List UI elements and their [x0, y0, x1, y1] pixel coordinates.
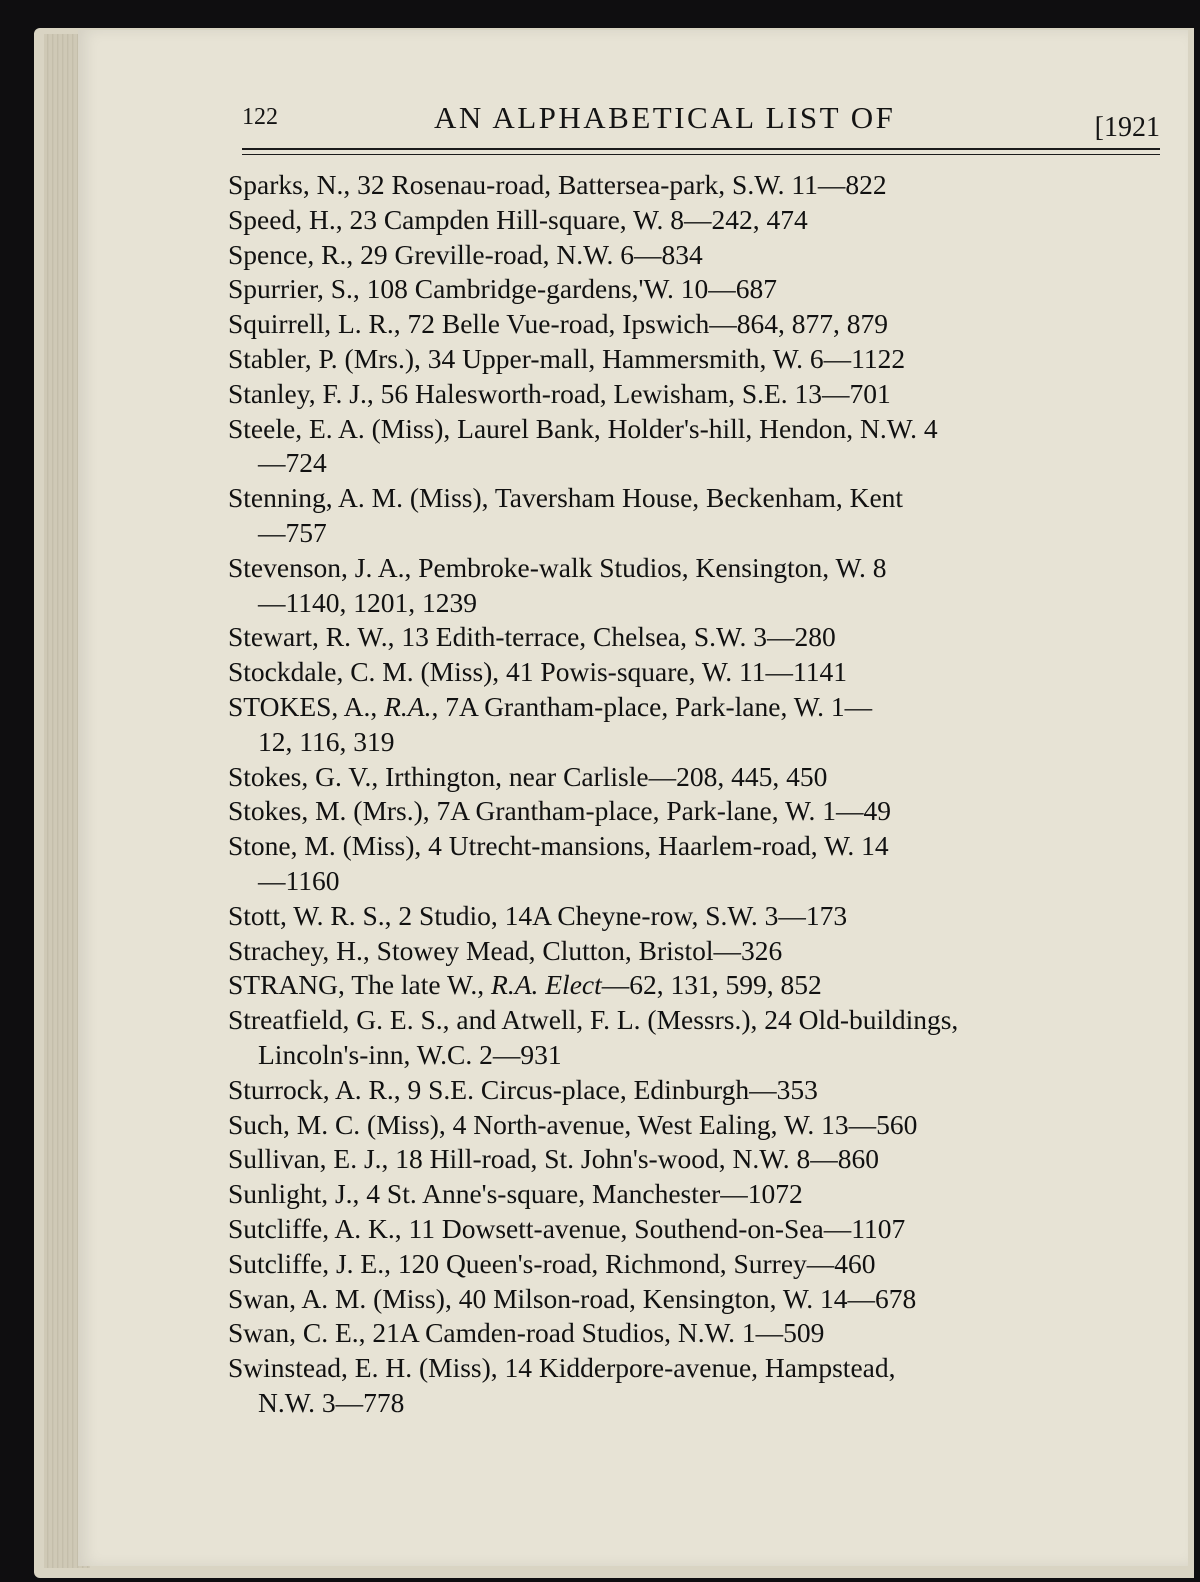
list-item: Stockdale, C. M. (Miss), 41 Powis-square, W. 11—1141	[228, 656, 847, 688]
page-title: AN ALPHABETICAL LIST OF	[434, 100, 896, 135]
list-item: STOKES, A., R.A., 7A Grantham-place, Park-lane, W. 1— 12, 116, 319	[228, 690, 873, 757]
header-rule	[242, 148, 1160, 155]
list-item: Sullivan, E. J., 18 Hill-road, St. John's-wood, N.W. 8—860	[228, 1143, 879, 1175]
list-item: Sutcliffe, A. K., 11 Dowsett-avenue, Southend-on-Sea—1107	[228, 1212, 906, 1244]
list-item: Speed, H., 23 Campden Hill-square, W. 8—242, 474	[228, 203, 808, 235]
list-item: Stott, W. R. S., 2 Studio, 14A Cheyne-row, S.W. 3—173	[228, 899, 848, 931]
list-item: STRANG, The late W., R.A. Elect—62, 131, 599, 852	[228, 969, 822, 1001]
list-item: Spence, R., 29 Greville-road, N.W. 6—834	[228, 238, 703, 270]
list-item: Stabler, P. (Mrs.), 34 Upper-mall, Hammersmith, W. 6—1122	[228, 342, 906, 374]
list-item: Sparks, N., 32 Rosenau-road, Battersea-park, S.W. 11—822	[228, 169, 887, 200]
list-item: Stanley, F. J., 56 Halesworth-road, Lewisham, S.E. 13—701	[228, 377, 891, 409]
list-item: Spurrier, S., 108 Cambridge-gardens,'W. 10—687	[228, 273, 777, 305]
directory-list	[228, 168, 1168, 1421]
list-item: Squirrell, L. R., 72 Belle Vue-road, Ipswich—864, 877, 879	[228, 308, 889, 340]
list-item: Sturrock, A. R., 9 S.E. Circus-place, Edinburgh—353	[228, 1073, 818, 1105]
list-item: Swan, A. M. (Miss), 40 Milson-road, Kensington, W. 14—678	[228, 1282, 917, 1314]
list-item: Sutcliffe, J. E., 120 Queen's-road, Richmond, Surrey—460	[228, 1247, 876, 1279]
list-item: Swan, C. E., 21A Camden-road Studios, N.W. 1—509	[228, 1317, 825, 1349]
list-item: Steele, E. A. (Miss), Laurel Bank, Holder's-hill, Hendon, N.W. 4 —724	[228, 412, 938, 479]
list-item: Stokes, M. (Mrs.), 7A Grantham-place, Park-lane, W. 1—49	[228, 795, 891, 827]
list-item: Such, M. C. (Miss), 4 North-avenue, West Ealing, W. 13—560	[228, 1108, 918, 1140]
list-item: Stone, M. (Miss), 4 Utrecht-mansions, Haarlem-road, W. 14 —1160	[228, 830, 889, 896]
list-item: Stenning, A. M. (Miss), Taversham House, Beckenham, Kent —757	[228, 482, 904, 548]
list-item: Streatfield, G. E. S., and Atwell, F. L. (Messrs.), 24 Old-buildings, Lincoln's-inn, W.C. 2—931	[228, 1004, 959, 1070]
list-item: Stewart, R. W., 13 Edith-terrace, Chelsea, S.W. 3—280	[228, 621, 836, 653]
running-header	[242, 100, 1160, 148]
list-item: Stevenson, J. A., Pembroke-walk Studios, Kensington, W. 8 —1140, 1201, 1239	[228, 551, 887, 618]
page-number: 122	[242, 104, 278, 130]
list-item: Swinstead, E. H. (Miss), 14 Kidderpore-avenue, Hampstead, N.W. 3—778	[228, 1352, 896, 1418]
list-item: Stokes, G. V., Irthington, near Carlisle—208, 445, 450	[228, 760, 828, 792]
year-label: [1921	[1094, 112, 1160, 143]
list-item: Sunlight, J., 4 St. Anne's-square, Manchester—1072	[228, 1178, 803, 1210]
list-item: Strachey, H., Stowey Mead, Clutton, Bristol—326	[228, 934, 783, 966]
